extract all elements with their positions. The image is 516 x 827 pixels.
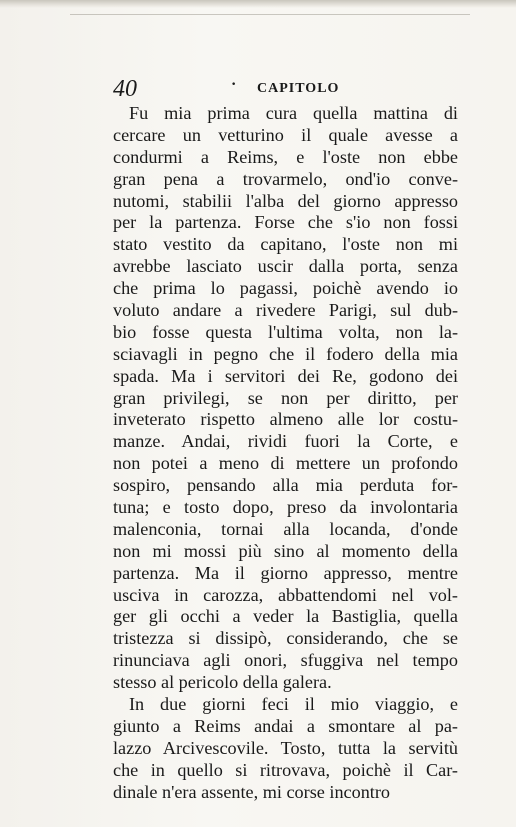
- text-line: tristezza si dissipò, considerando, che se: [113, 628, 458, 649]
- text-line: tuna; e tosto dopo, preso da involontaria: [113, 497, 458, 518]
- text-line: avrebbe lasciato uscir dalla porta, senza: [113, 256, 458, 277]
- text-line: cercare un vetturino il quale avesse a: [113, 124, 458, 145]
- text-line: dinale n'era assente, mi corse incontro: [113, 781, 390, 802]
- text-line: sciavagli in pegno che il fodero della mia: [113, 343, 458, 364]
- text-line: non mi mossi più sino al momento della: [113, 540, 458, 561]
- page-top-rule: [70, 14, 470, 15]
- text-line: usciva in carozza, abbattendomi nel vol-: [113, 584, 458, 605]
- text-line: rinunciava agli onori, sfuggiva nel tempo: [113, 650, 458, 671]
- header-bullet: ·: [231, 76, 237, 93]
- text-line: sospiro, pensando alla mia perduta for-: [113, 475, 458, 496]
- text-line: che in quello si ritrovava, poichè il Car-: [113, 759, 458, 780]
- text-line: spada. Ma i servitori dei Re, godono dei: [113, 365, 458, 386]
- text-line: nutomi, stabilii l'alba del giorno appresso: [113, 190, 458, 211]
- text-line: giunto a Reims andai a smontare al pa-: [113, 715, 458, 736]
- text-line: voluto andare a rivedere Parigi, sul dub-: [113, 300, 458, 321]
- text-line: lazzo Arcivescovile. Tosto, tutta la servitù: [113, 737, 458, 758]
- text-line: ger gli occhi a veder la Bastiglia, quella: [113, 606, 458, 627]
- text-line: stato vestito da capitano, l'oste non mi: [113, 234, 458, 255]
- text-line: che prima lo pagassi, poichè avendo io: [113, 278, 458, 299]
- text-line: per la partenza. Forse che s'io non fossi: [113, 212, 458, 233]
- page-number: 40: [113, 76, 137, 102]
- text-line: inveterato rispetto almeno alle lor costu-: [113, 409, 458, 430]
- text-line: non potei a meno di mettere un profondo: [113, 453, 458, 474]
- text-line: manze. Andai, rividi fuori la Corte, e: [113, 431, 458, 452]
- text-line: Fu mia prima cura quella mattina di: [129, 103, 458, 123]
- page-top-edge: [0, 0, 516, 8]
- text-line: gran pena a trovarmelo, ond'io conve-: [113, 168, 458, 189]
- body-text: [113, 103, 458, 804]
- text-line: gran privilegi, se non per diritto, per: [113, 387, 458, 408]
- text-line: condurmi a Reims, e l'oste non ebbe: [113, 146, 458, 167]
- text-line: stesso al pericolo della galera.: [113, 672, 332, 693]
- text-line: malenconia, tornai alla locanda, d'onde: [113, 518, 458, 539]
- text-line: partenza. Ma il giorno appresso, mentre: [113, 562, 458, 583]
- text-line: bio fosse questa l'ultima volta, non la-: [113, 321, 458, 342]
- page-header: [113, 74, 443, 102]
- running-head: CAPITOLO: [257, 81, 340, 96]
- text-line: In due giorni feci il mio viaggio, e: [129, 694, 458, 715]
